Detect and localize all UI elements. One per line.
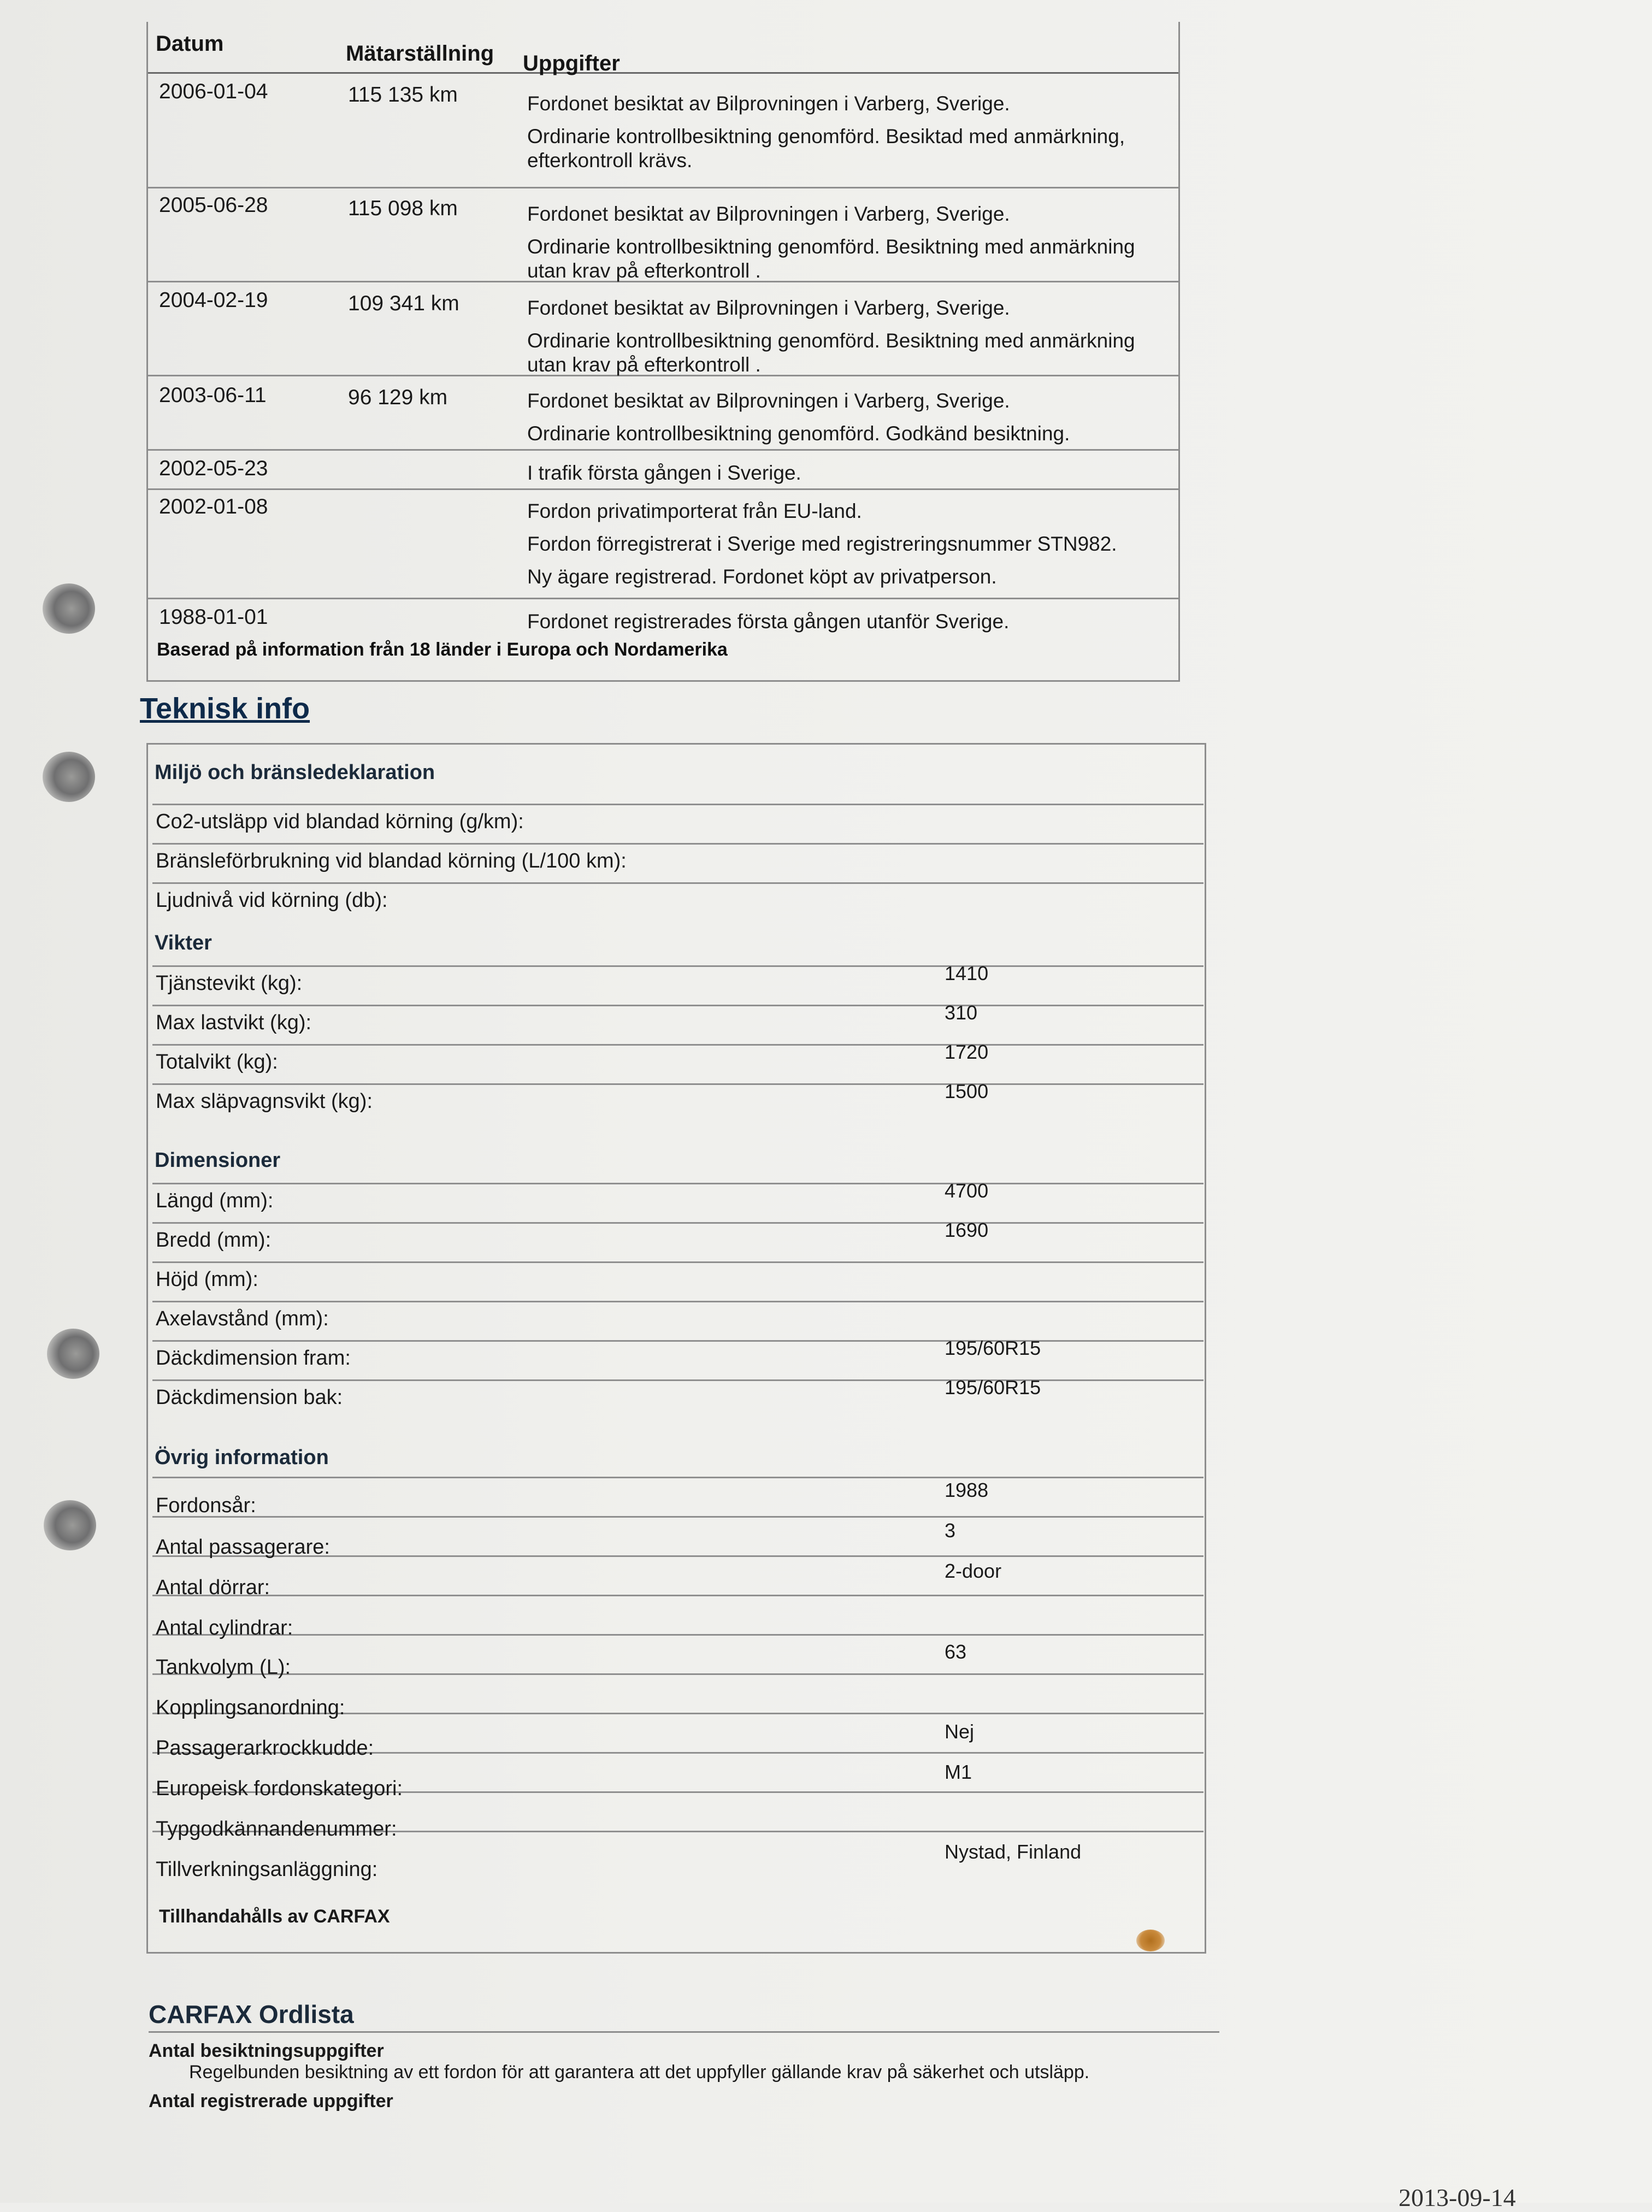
spec-row xyxy=(152,1440,1203,1478)
spec-label: Antal cylindrar: xyxy=(156,1617,293,1639)
spec-value: 2-door xyxy=(945,1560,1002,1582)
spec-label: Fordonsår: xyxy=(156,1494,256,1517)
spec-row xyxy=(152,962,1203,1006)
paper-stain xyxy=(1136,1930,1165,1951)
spec-value: 1720 xyxy=(945,1041,989,1063)
spec-row xyxy=(152,1179,1203,1224)
glossary-definition: Regelbunden besiktning av ett fordon för att garantera att det uppfyller gällande krav på säkerhet och utsläpp. xyxy=(189,2062,1090,2083)
spec-row xyxy=(152,1041,1203,1085)
glossary-section xyxy=(149,1999,1219,2112)
spec-row xyxy=(152,925,1203,967)
spec-row xyxy=(152,1595,1203,1639)
punch-hole xyxy=(47,1329,99,1379)
spec-label: Däckdimension bak: xyxy=(156,1386,343,1409)
spec-row xyxy=(152,1673,1203,1719)
spec-value: 310 xyxy=(945,1001,978,1024)
row-detail: Fordon förregistrerat i Sverige med registreringsnummer STN982. xyxy=(527,533,1117,555)
row-odometer: 115 098 km xyxy=(348,197,458,220)
section-heading: Vikter xyxy=(155,931,212,954)
spec-label: Höjd (mm): xyxy=(156,1268,258,1291)
spec-value: Nystad, Finland xyxy=(945,1841,1082,1863)
spec-value: Nej xyxy=(945,1720,975,1743)
table-row xyxy=(148,449,1178,490)
header-details: Uppgifter xyxy=(523,51,620,75)
spec-row xyxy=(152,1080,1203,1123)
spec-label: Antal passagerare: xyxy=(156,1536,330,1559)
spec-value: M1 xyxy=(945,1761,972,1783)
row-detail: Fordon privatimporterat från EU-land. xyxy=(527,500,862,522)
spec-label: Bränsleförbrukning vid blandad körning (L/100 km): xyxy=(156,850,627,872)
row-date: 2005-06-28 xyxy=(159,193,268,217)
spec-row xyxy=(152,1001,1203,1046)
table-row xyxy=(148,281,1178,376)
spec-row xyxy=(152,760,1203,805)
spec-value: 1690 xyxy=(945,1219,989,1241)
row-detail: Fordonet registrerades första gången utanför Sverige. xyxy=(527,610,1010,633)
spec-value: 1410 xyxy=(945,962,989,984)
spec-row xyxy=(152,1831,1203,1881)
row-detail: I trafik första gången i Sverige. xyxy=(527,462,801,484)
spec-row xyxy=(152,1301,1203,1342)
spec-row xyxy=(152,1219,1203,1263)
row-date: 2006-01-04 xyxy=(159,80,268,103)
spec-label: Ljudnivå vid körning (db): xyxy=(156,889,388,912)
punch-hole xyxy=(43,583,95,634)
spec-row xyxy=(152,804,1203,845)
glossary-term: Antal registrerade uppgifter xyxy=(149,2091,393,2111)
spec-label: Max lastvikt (kg): xyxy=(156,1011,312,1034)
row-detail: Ordinarie kontrollbesiktning genomförd. Besiktning med anmärkning utan krav på efterkontroll . xyxy=(527,235,1135,282)
spec-value: 195/60R15 xyxy=(945,1376,1041,1399)
spec-value: 1500 xyxy=(945,1080,989,1102)
row-date: 1988-01-01 xyxy=(159,605,268,629)
history-header xyxy=(148,22,1178,74)
row-detail: Fordonet besiktat av Bilprovningen i Varberg, Sverige. xyxy=(527,297,1010,319)
row-odometer: 109 341 km xyxy=(348,292,459,315)
spec-row xyxy=(152,1555,1203,1599)
table-row xyxy=(148,187,1178,282)
tech-info-box xyxy=(146,743,1206,1954)
table-row xyxy=(148,72,1178,188)
spec-row xyxy=(152,843,1203,884)
spec-label: Däckdimension fram: xyxy=(156,1347,351,1370)
table-row xyxy=(148,375,1178,451)
row-date: 2003-06-11 xyxy=(159,384,267,407)
table-row xyxy=(148,598,1178,633)
row-date: 2004-02-19 xyxy=(159,288,268,312)
spec-row xyxy=(152,1752,1203,1800)
spec-row xyxy=(152,1337,1203,1381)
spec-label: Passagerarkrockkudde: xyxy=(156,1737,374,1760)
spec-value: 63 xyxy=(945,1641,967,1663)
row-odometer: 96 129 km xyxy=(348,386,448,409)
spec-label: Kopplingsanordning: xyxy=(156,1696,345,1719)
row-detail: Fordonet besiktat av Bilprovningen i Varberg, Sverige. xyxy=(527,92,1010,115)
spec-value: 4700 xyxy=(945,1179,989,1202)
section-heading: Dimensioner xyxy=(155,1149,281,1172)
spec-row xyxy=(152,1376,1203,1419)
glossary-term: Antal besiktningsuppgifter xyxy=(149,2040,384,2061)
row-date: 2002-01-08 xyxy=(159,495,268,518)
spec-label: Tjänstevikt (kg): xyxy=(156,972,303,995)
row-detail: Ordinarie kontrollbesiktning genomförd. Besiktad med anmärkning, efterkontroll krävs. xyxy=(527,125,1125,172)
spec-label: Antal dörrar: xyxy=(156,1576,270,1599)
tech-source-note: Tillhandahålls av CARFAX xyxy=(159,1906,390,1927)
spec-value: 3 xyxy=(945,1519,956,1542)
spec-label: Tillverkningsanläggning: xyxy=(156,1858,378,1881)
row-detail: Ny ägare registrerad. Fordonet köpt av privatperson. xyxy=(527,565,997,588)
spec-row xyxy=(152,1516,1203,1557)
print-date: 2013-09-14 xyxy=(1399,2184,1516,2211)
row-detail: Fordonet besiktat av Bilprovningen i Varberg, Sverige. xyxy=(527,203,1010,225)
spec-label: Max släpvagnsvikt (kg): xyxy=(156,1090,373,1113)
row-date: 2002-05-23 xyxy=(159,457,268,480)
spec-row xyxy=(152,1142,1203,1184)
section-title-teknisk-info: Teknisk info xyxy=(140,692,310,725)
spec-label: Co2-utsläpp vid blandad körning (g/km): xyxy=(156,810,524,833)
spec-label: Längd (mm): xyxy=(156,1189,274,1212)
row-detail: Fordonet besiktat av Bilprovningen i Varberg, Sverige. xyxy=(527,390,1010,412)
glossary-title: CARFAX Ordlista xyxy=(149,1999,1219,2033)
spec-label: Axelavstånd (mm): xyxy=(156,1307,329,1330)
table-row xyxy=(148,488,1178,599)
spec-row xyxy=(152,1261,1203,1302)
spec-label: Typgodkännandenummer: xyxy=(156,1818,397,1841)
history-source-note: Baserad på information från 18 länder i Europa och Nordamerika xyxy=(157,639,728,660)
spec-value: 195/60R15 xyxy=(945,1337,1041,1359)
spec-label: Europeisk fordonskategori: xyxy=(156,1777,403,1800)
header-date: Datum xyxy=(156,32,224,56)
spec-row xyxy=(152,1791,1203,1841)
spec-value: 1988 xyxy=(945,1479,989,1501)
spec-label: Totalvikt (kg): xyxy=(156,1051,278,1073)
punch-hole xyxy=(44,1500,96,1550)
row-detail: Ordinarie kontrollbesiktning genomförd. Besiktning med anmärkning utan krav på efterkontroll . xyxy=(527,329,1135,376)
spec-row xyxy=(152,1713,1203,1760)
section-heading: Övrig information xyxy=(155,1446,329,1469)
row-odometer: 115 135 km xyxy=(348,83,458,107)
header-odometer: Mätarställning xyxy=(346,42,494,66)
row-detail: Ordinarie kontrollbesiktning genomförd. Godkänd besiktning. xyxy=(527,422,1070,445)
spec-row xyxy=(152,1634,1203,1679)
history-table xyxy=(146,22,1180,682)
spec-row xyxy=(152,1477,1203,1518)
spec-row xyxy=(152,882,1203,922)
punch-hole xyxy=(43,752,95,802)
section-heading: Miljö och bränsledeklaration xyxy=(155,761,435,784)
spec-label: Tankvolym (L): xyxy=(156,1656,291,1679)
spec-label: Bredd (mm): xyxy=(156,1229,272,1252)
